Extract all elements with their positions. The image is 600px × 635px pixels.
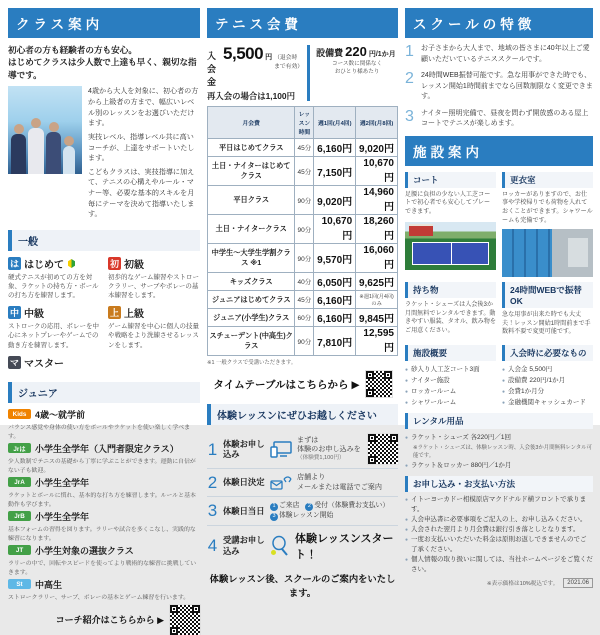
trial-step-2-desc: 店舗より メールまたは電話でご案内	[297, 473, 382, 491]
coach-qr-code	[170, 605, 200, 635]
facility-locker: 更衣室 ロッカーがありますので、お仕事や学校帰りでも荷物を入れておくことができます。シャワールームも完備です。	[502, 172, 593, 277]
badge-hajimete: は	[9, 259, 19, 270]
fee-row: スチューデント(中高生)クラス 90分 7,810円 12,595円	[208, 327, 398, 356]
class-intro	[8, 44, 200, 81]
class-master: マ マスター	[9, 357, 64, 370]
trial-start-text: 体験レッスンスタート！	[295, 532, 394, 561]
class-description	[88, 86, 200, 223]
class-hajimete: は はじめて 硬式テニスが初めての方を対象、ラケットの持ち方・ボールの打ち方を練習します。	[8, 259, 99, 300]
fee-divider	[307, 45, 310, 101]
general-class-grid	[8, 256, 200, 375]
fee-table	[207, 106, 398, 356]
feature-item: 3 ナイター照明完備で、昼夜を問わず開放感のある屋上コートでテニスが楽しめます。	[405, 107, 589, 127]
feature-item: 1 お子さまから大人まで、地域の皆さまに40年以上ご愛顧いただいているテニススクールです。	[405, 43, 590, 63]
subheader-trial: 体験レッスンにぜひお越しください	[207, 404, 398, 425]
badge-beginner: 初	[109, 259, 119, 270]
trial-step-4: 4 受講お申し込み 体験レッスンスタート！	[207, 525, 398, 566]
section-title-features: スクールの特徴	[405, 8, 593, 38]
beginner-mark-icon	[68, 259, 75, 268]
class-intermediate: 中 中級 ストロークの応用、ボレーを中心にネットプレーやゲームでの動き方を練習します。	[8, 308, 99, 349]
class-description-p3: こどもクラスは、実技指導に加えて、テニスの心構えやルール・マナー等、必要な基本的スキルを月毎にテーマを決めて指導いたします。	[88, 167, 195, 219]
fee-row: キッズクラス 40分 6,050円 9,625円	[208, 273, 398, 291]
class-description-p1: 4歳から大人を対象に、初心者の方から上級者の方まで、幅広いレベル別のレッスンをお選びいただけます。	[88, 87, 199, 128]
mail-phone-icon	[270, 475, 292, 491]
trial-step-1-desc: まずは 体験のお申し込みを （体験費1,100円）	[297, 435, 361, 461]
trial-steps	[207, 430, 398, 566]
facility-web-transfer: 24時間WEBで振替OK 急な用事が出来た時でも大丈夫！レッスン開始1時間前まで手数料不要で変更可能です。	[502, 282, 593, 340]
column-features-facility	[405, 8, 593, 588]
facility-top-row	[405, 172, 593, 277]
class-intro-line1: 初心者の方も経験者の方も安心。	[8, 45, 137, 55]
class-jr-ha: Jrは 小学生全学年（入門者限定クラス） 少人数制でテニスの基礎から丁寧に学ぶことができます。運動に自信がない子も歓迎。	[8, 443, 196, 474]
web-apply-icon	[270, 441, 292, 458]
fee-row: 土日・ナイタークラス 90分 10,670円 18,260円	[208, 215, 398, 244]
fee-row: ジュニアはじめてクラス 45分 6,160円 ※週1回(月4回)のみ	[208, 291, 398, 309]
class-photo-row	[8, 86, 200, 223]
fee-row: 中学生～大学生学割クラス ※1 90分 9,570円 16,060円	[208, 244, 398, 273]
circled-2-icon: 2	[305, 503, 313, 511]
badge-kids: Kids	[8, 409, 31, 419]
badge-jt: JT	[8, 545, 31, 555]
trial-step-1: 1 体験お申し込み まずは 体験のお申し込みを （体験費1,100円）	[207, 430, 398, 468]
fee-row: 平日はじめてクラス 45分 6,160円 9,020円	[208, 139, 398, 157]
coach-link-label: コーチ紹介はこちらから ▶	[55, 615, 164, 626]
students-photo	[8, 86, 82, 174]
timetable-link-label: タイムテーブルはこちらから ▶	[213, 378, 360, 391]
joining-requirements: 入会時に必要なもの ● 入会金 5,500円 ● 設備費 220円/1か月 ● 会費1か月分 ● 金融機関キャッシュカード	[502, 345, 593, 408]
junior-class-list	[8, 408, 200, 601]
tax-note: ※表示価格は10%税込です。	[486, 581, 559, 588]
class-jr-a: JrA 小学生全学年 ラケットとボールに慣れ、基本的な打ち方を練習します。ルールと基本動作も学びます。	[8, 477, 196, 508]
class-jt: JT 小学生対象の選抜クラス ラリーの中で、回転やスピードを使ってより戦術的な練習に挑戦していきます。	[8, 545, 197, 576]
badge-jr-b: JrB	[8, 511, 31, 521]
class-student: St 中高生 ストロークラリー、サーブ、ボレーの基本とゲーム練習を行います。	[8, 579, 190, 601]
tennis-racket-icon	[270, 536, 290, 556]
trial-footer: 体験レッスン後、スクールのご案内をいたします。	[209, 573, 396, 598]
fee-summary	[207, 44, 398, 102]
facility-lists-row	[405, 345, 593, 408]
fee-row: 土日・ナイターはじめてクラス 45分 7,150円 10,670円	[208, 157, 398, 186]
facility-court: コート 足腰に負担の少ない人工芝コートで初心者でも安心してプレーできます。	[405, 172, 496, 277]
class-intro-line2: はじめてクラスは少人数で上達も早く、親切な指導です。	[8, 57, 197, 80]
timetable-qr-code	[366, 371, 392, 397]
circled-3-icon: 3	[270, 513, 278, 521]
bottom-note-row	[405, 578, 593, 588]
admission-fee-block: 入会金 5,500 円 （退会時まで有効） 再入会の場合は1,100円	[207, 44, 304, 101]
fee-footnote: ※1 一般クラスで受講いただきます。	[207, 360, 297, 366]
subheader-general: 一般	[8, 230, 200, 251]
facility-belongings: 持ち物 ラケット・シューズは入会後3か月間無料でレンタルできます。動きやすい服装、タオル、飲み物をご用意ください。	[405, 282, 496, 340]
equipment-fee-block: 設備費 220 円/1か月 コース数に関係なく おひとり様あたり	[316, 44, 396, 75]
section-title-facility: 施設案内	[405, 136, 593, 166]
subheader-junior: ジュニア	[8, 382, 200, 403]
fee-row: 平日クラス 90分 9,020円 14,960円	[208, 186, 398, 215]
class-description-p2: 実技レベル、指導レベル共に高いコーチが、上達をサポートいたします。	[88, 132, 195, 163]
equipment-price: 220	[345, 44, 367, 59]
column-fees	[207, 8, 398, 599]
trial-step-3-desc: 1 ご来店 2 受付（体験費お支払い） 3 体験レッスン開始	[270, 501, 398, 520]
badge-master: マ	[9, 357, 19, 368]
facility-overview: 施設概要 ● 砂入り人工芝コート3面 ● ナイター施設 ● ロッカールーム ● シャワールーム	[405, 345, 496, 408]
section-title-class-guide: クラス案内	[8, 8, 200, 38]
admission-price: 5,500	[223, 44, 264, 63]
application-section: お申し込み・お支払い方法 ● イトーヨーカドー相模原店マクドナルド横フロントで承ります。 ● 入会申込書に必要事項をご記入の上、お申し込みください。 ● 入会された翌月より月会費は銀行引き落としとなります。 ● 一度お支払いいただいた料金は原則お返しできませんのでご了承ください。 ● 個人情報の取り扱いに関しては、当社ホームページをご覧ください。	[405, 476, 593, 576]
fee-table-header: 月会費 レッスン時間 週1回(月4回) 週2回(月8回)	[208, 107, 398, 139]
badge-jr-a: JrA	[8, 477, 31, 487]
fee-row: ジュニア(小学生)クラス 60分 6,160円 9,845円	[208, 309, 398, 327]
edition-date: 2021.06	[563, 578, 593, 588]
class-advanced: 上 上級 ゲーム練習を中心に個人の技量や戦略をより洗練させるレッスンをします。	[108, 308, 199, 349]
badge-advanced: 上	[109, 308, 119, 319]
badge-jr-ha: Jrは	[8, 443, 31, 453]
rental-section: レンタル用品 ● ラケット・シューズ 各220円／1回 ※ラケット・シューズは、体験レッスン時、入会後3か月間無料レンタル可能です。 ● ラケット＆ロッカー 880円／1か月	[405, 413, 593, 470]
class-beginner: 初 初級 初歩的なゲーム練習やストロークラリー、サーブやボレーの基本練習をします。	[108, 259, 199, 300]
trial-apply-qr-code	[368, 434, 398, 464]
circled-1-icon: 1	[270, 503, 278, 511]
trial-step-2: 2 体験日決定 店舗より メールまたは電話でご案内	[207, 468, 398, 496]
class-jr-b: JrB 小学生全学年 基本フォームの習得を図ります。ラリーや試合を多くこなし、実践的な練習になります。	[8, 511, 196, 542]
locker-photo	[502, 229, 593, 277]
column-class-guide	[8, 8, 200, 635]
badge-intermediate: 中	[9, 308, 19, 319]
badge-student: St	[8, 579, 31, 589]
section-title-fees: テニス会費	[207, 8, 398, 38]
facility-mid-row	[405, 282, 593, 340]
readmission-note: 再入会の場合は1,100円	[207, 91, 295, 101]
feature-item: 2 24時間WEB振替可能です。急な用事ができた時でも、レッスン開始1時間前までなら回数制限なく変更できます。	[405, 70, 593, 100]
court-photo	[405, 222, 496, 270]
timetable-link-row	[207, 371, 398, 397]
feature-list	[405, 44, 593, 130]
class-kids: Kids 4歳～就学前 バランス感覚や身体の使い方をボールやラケットを使い楽しく学べます。	[8, 409, 191, 440]
trial-step-3: 3 体験日当日 1 ご来店 2 受付（体験費お支払い） 3 体験レッスン開始	[207, 496, 398, 524]
coach-link-row	[8, 605, 200, 635]
